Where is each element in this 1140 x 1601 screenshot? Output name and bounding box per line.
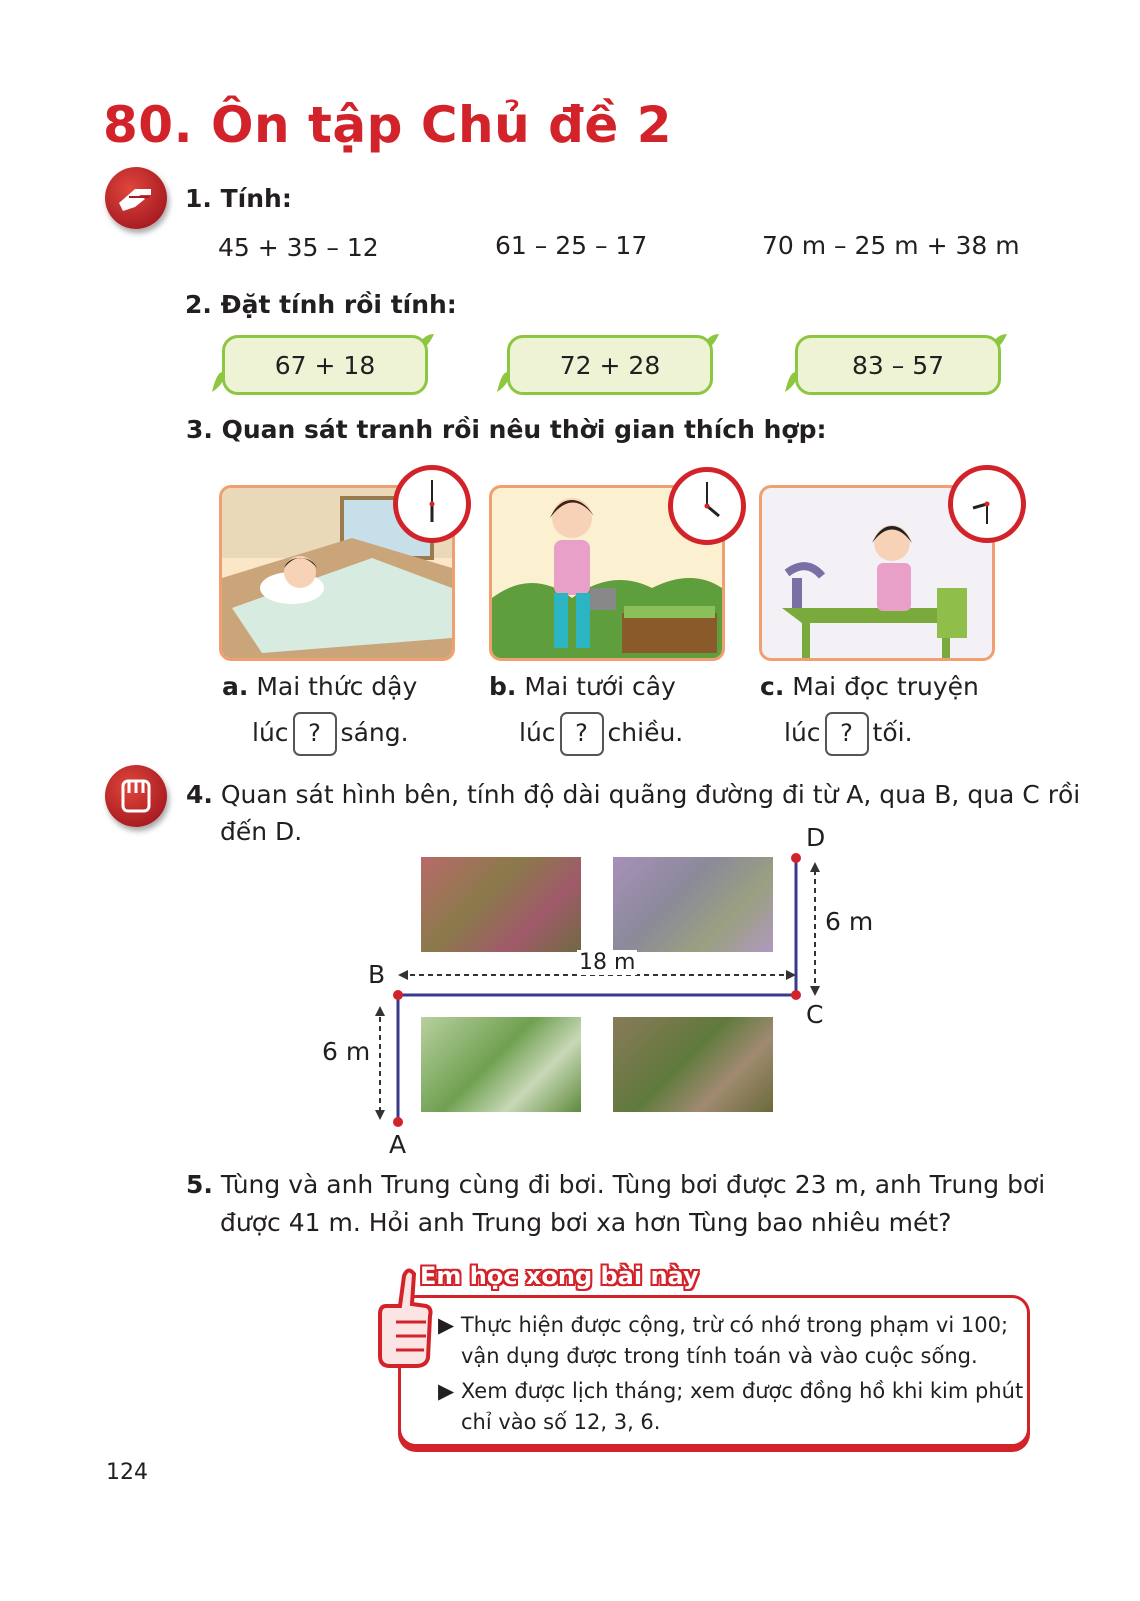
question-3-heading: 3. Quan sát tranh rồi nêu thời gian thích hợp:	[186, 415, 827, 444]
answer-box-c[interactable]: ?	[825, 712, 869, 756]
q1-expression: 70 m – 25 m + 38 m	[762, 231, 1020, 260]
answer-line-b: lúc ? chiều.	[519, 712, 683, 756]
lesson-title: 80. Ôn tập Chủ đề 2	[103, 96, 673, 154]
point-b-label: B	[368, 960, 386, 989]
clock-c-icon	[948, 465, 1026, 543]
page-number: 124	[106, 1460, 148, 1485]
length-cd-label: 6 m	[825, 907, 874, 936]
q1-expression: 61 – 25 – 17	[495, 231, 648, 260]
route-diagram	[300, 840, 860, 1140]
point-c-label: C	[806, 1000, 824, 1029]
answer-box-a[interactable]: ?	[293, 712, 337, 756]
triangle-bullet-icon: ▶	[438, 1313, 455, 1337]
length-bc-label: 18 m	[579, 950, 636, 975]
caption-b: b. Mai tưới cây	[489, 672, 676, 701]
question-4-line2: đến D.	[220, 817, 303, 846]
applying-fist-icon	[105, 765, 167, 827]
leaf-card	[785, 330, 1015, 400]
triangle-bullet-icon: ▶	[438, 1379, 455, 1403]
answer-box-b[interactable]: ?	[560, 712, 604, 756]
point-d-label: D	[806, 823, 826, 852]
q1-expression: 45 + 35 – 12	[218, 233, 379, 262]
q2-expression: 83 – 57	[795, 335, 1001, 395]
question-2-heading: 2. Đặt tính rồi tính:	[185, 290, 457, 319]
practice-hand-icon	[105, 167, 167, 229]
summary-item: ▶ Xem được lịch tháng; xem được đồng hồ khi kim phút	[438, 1379, 1024, 1403]
leaf-card	[212, 330, 442, 400]
q2-expression: 67 + 18	[222, 335, 428, 395]
answer-line-a: lúc ? sáng.	[252, 712, 409, 756]
question-4-line1: 4. Quan sát hình bên, tính độ dài quãng đường đi từ A, qua B, qua C rồi	[186, 780, 1081, 809]
question-1-heading: 1. Tính:	[185, 184, 292, 213]
question-5-line1: 5. Tùng và anh Trung cùng đi bơi. Tùng bơi được 23 m, anh Trung bơi	[186, 1170, 1046, 1199]
question-5-line2: được 41 m. Hỏi anh Trung bơi xa hơn Tùng bao nhiêu mét?	[220, 1208, 952, 1237]
point-a-label: A	[389, 1130, 407, 1159]
summary-item: ▶ Thực hiện được cộng, trừ có nhớ trong phạm vi 100;	[438, 1313, 1009, 1337]
leaf-card	[497, 330, 727, 400]
clock-b-icon	[668, 467, 746, 545]
summary-title: Em học xong bài này	[420, 1262, 699, 1290]
summary-item-cont: chỉ vào số 12, 3, 6.	[461, 1410, 661, 1434]
q2-expression: 72 + 28	[507, 335, 713, 395]
length-ab-label: 6 m	[322, 1037, 371, 1066]
clock-a-icon	[393, 465, 471, 543]
caption-a: a. Mai thức dậy	[222, 672, 418, 701]
answer-line-c: lúc ? tối.	[784, 712, 913, 756]
summary-item-cont: vận dụng được trong tính toán và vào cuộc sống.	[461, 1344, 978, 1368]
caption-c: c. Mai đọc truyện	[760, 672, 979, 701]
